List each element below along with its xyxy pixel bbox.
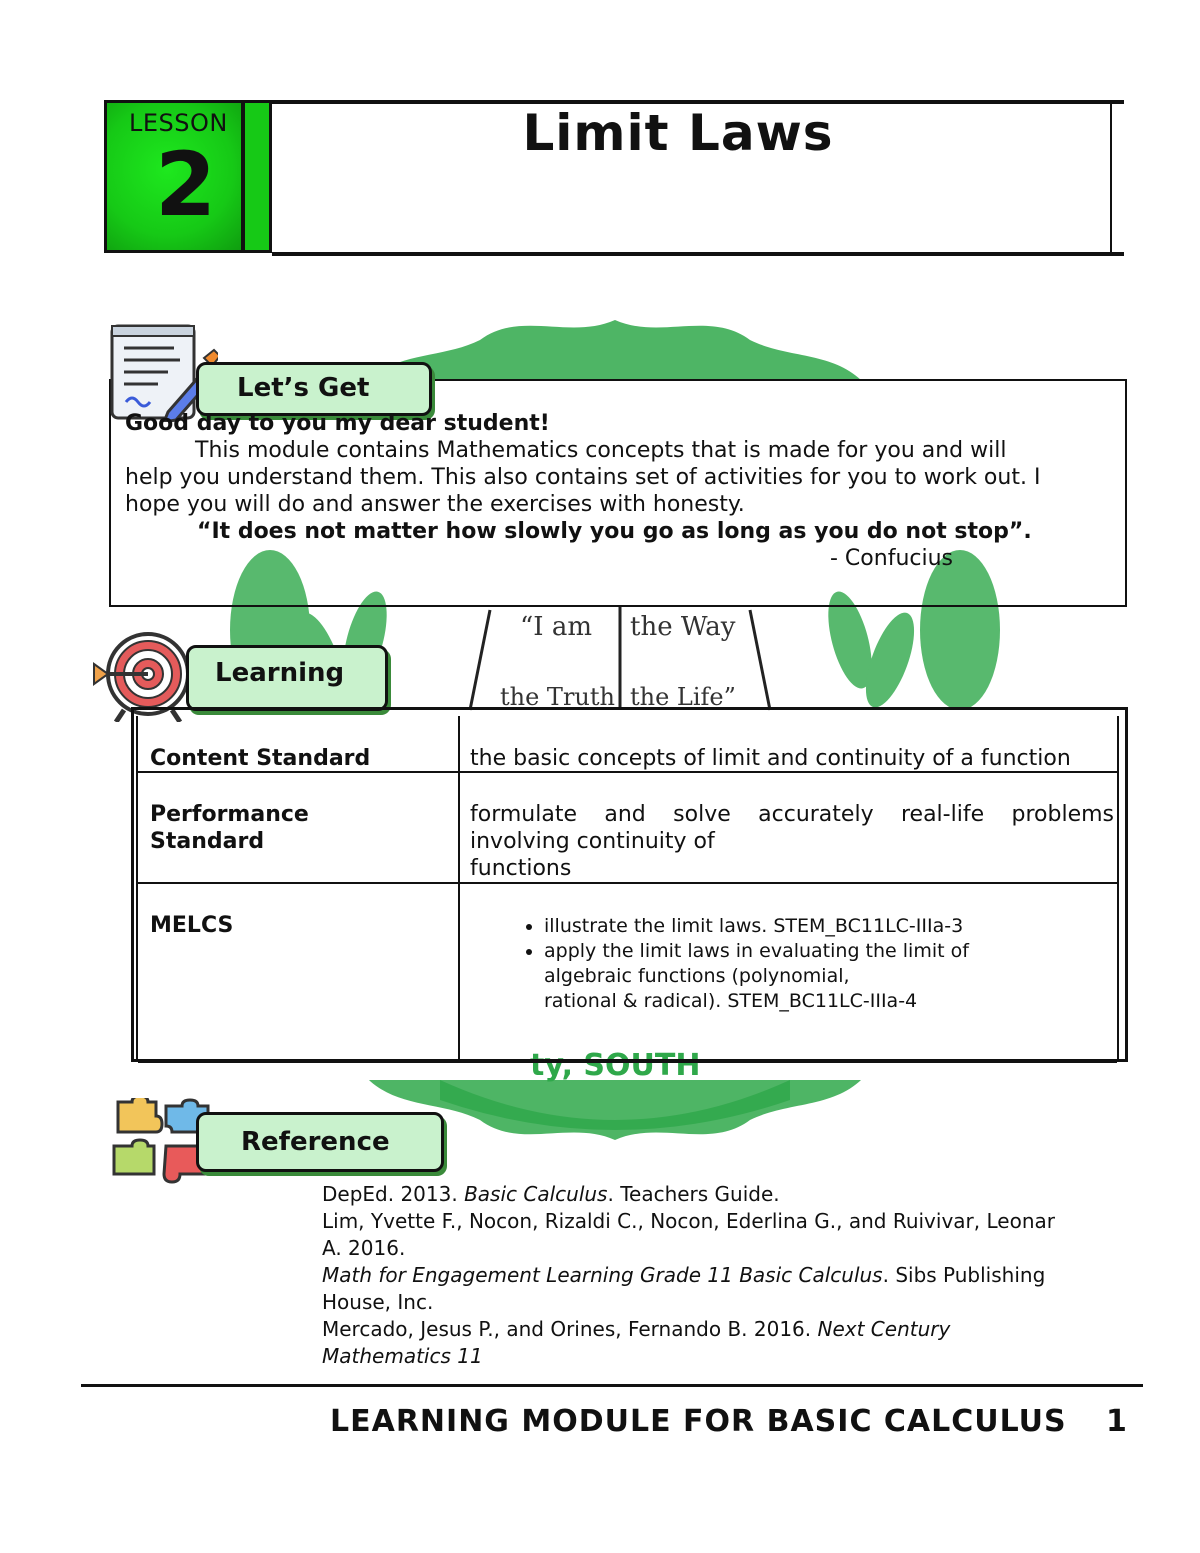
intro-greeting: Good day to you my dear student!	[125, 411, 550, 436]
melcs-label: MELCS	[150, 913, 234, 938]
watermark-bottom-text: ty, SOUTH	[530, 1048, 701, 1083]
melcs-item-2-line-1: apply the limit laws in evaluating the limit of	[544, 940, 969, 962]
reference-1	[322, 1181, 1142, 1208]
performance-standard-value-2: involving continuity of	[470, 829, 715, 854]
reference-1-note: . Teachers Guide.	[607, 1182, 780, 1206]
reference-4	[322, 1316, 1142, 1343]
footer-title: LEARNING MODULE FOR BASIC CALCULUS	[330, 1404, 1067, 1439]
learning-tab-label: Learning	[215, 658, 345, 688]
lesson-label: LESSON	[129, 109, 228, 137]
reference-4-title-cont: Mathematics 11	[322, 1344, 483, 1368]
intro-line-1: This module contains Mathematics concepts that is made for you and will	[195, 438, 1007, 463]
performance-standard-value-1: formulate and solve accurately real-life problems	[470, 802, 1114, 827]
content-standard-value: the basic concepts of limit and continuity of a function	[470, 746, 1071, 771]
reference-3-cont: House, Inc.	[322, 1290, 434, 1314]
reference-4-cont	[322, 1343, 1142, 1370]
intro-quote-author: - Confucius	[830, 546, 953, 571]
lesson-number: 2	[155, 133, 217, 236]
reference-2: Lim, Yvette F., Nocon, Rizaldi C., Nocon, Ederlina G., and Ruivivar, Leonar	[322, 1209, 1055, 1233]
melcs-item-2-line-3: rational & radical). STEM_BC11LC-IIIa-4	[544, 990, 918, 1012]
watermark-quote-right2: the Life”	[630, 683, 736, 711]
footer-rule	[81, 1384, 1143, 1387]
lesson-badge	[104, 100, 244, 253]
intro-line-3: hope you will do and answer the exercises with honesty.	[125, 492, 745, 517]
reference-1-author: DepEd. 2013.	[322, 1182, 465, 1206]
watermark-quote-left2: the Truth	[500, 683, 615, 711]
intro-quote: “It does not matter how slowly you go as long as you do not stop”.	[197, 519, 1032, 544]
reference-tab	[196, 1112, 444, 1172]
performance-standard-label-1: Performance	[150, 802, 309, 827]
melcs-item-2	[544, 939, 1104, 1014]
reference-3-publisher: . Sibs Publishing	[882, 1263, 1046, 1287]
reference-3-title: Math for Engagement Learning Grade 11 Basic Calculus	[322, 1263, 883, 1287]
reference-list	[322, 1181, 1142, 1370]
standards-table	[131, 707, 1128, 1062]
watermark-quote-right: the Way	[630, 612, 736, 642]
melcs-item-2-line-2: algebraic functions (polynomial,	[544, 965, 850, 987]
lesson-title: Limit Laws	[522, 104, 834, 162]
intro-text	[125, 410, 1115, 572]
melcs-item-1: • illustrate the limit laws. STEM_BC11LC-IIIa-3	[544, 914, 1104, 939]
reference-4-author: Mercado, Jesus P., and Orines, Fernando B. 2016.	[322, 1317, 818, 1341]
performance-standard-label-2: Standard	[150, 829, 265, 854]
reference-2-year: A. 2016.	[322, 1236, 406, 1260]
watermark-quote-left: “I am	[520, 612, 592, 642]
lets-get-tab-label: Let’s Get	[237, 373, 370, 403]
lesson-badge-strip	[244, 100, 272, 253]
melcs-list	[506, 914, 1104, 1014]
learning-tab	[186, 645, 388, 711]
lets-get-tab	[196, 362, 432, 416]
intro-line-2: help you understand them. This also contains set of activities for you to work out. I	[125, 465, 1041, 490]
performance-standard-value-3: functions	[470, 856, 572, 881]
reference-4-title: Next Century	[817, 1317, 951, 1341]
reference-3	[322, 1262, 1142, 1289]
page-number: 1	[1106, 1404, 1127, 1439]
reference-tab-label: Reference	[241, 1127, 390, 1157]
content-standard-label: Content Standard	[150, 746, 371, 771]
reference-1-title: Basic Calculus	[464, 1182, 608, 1206]
